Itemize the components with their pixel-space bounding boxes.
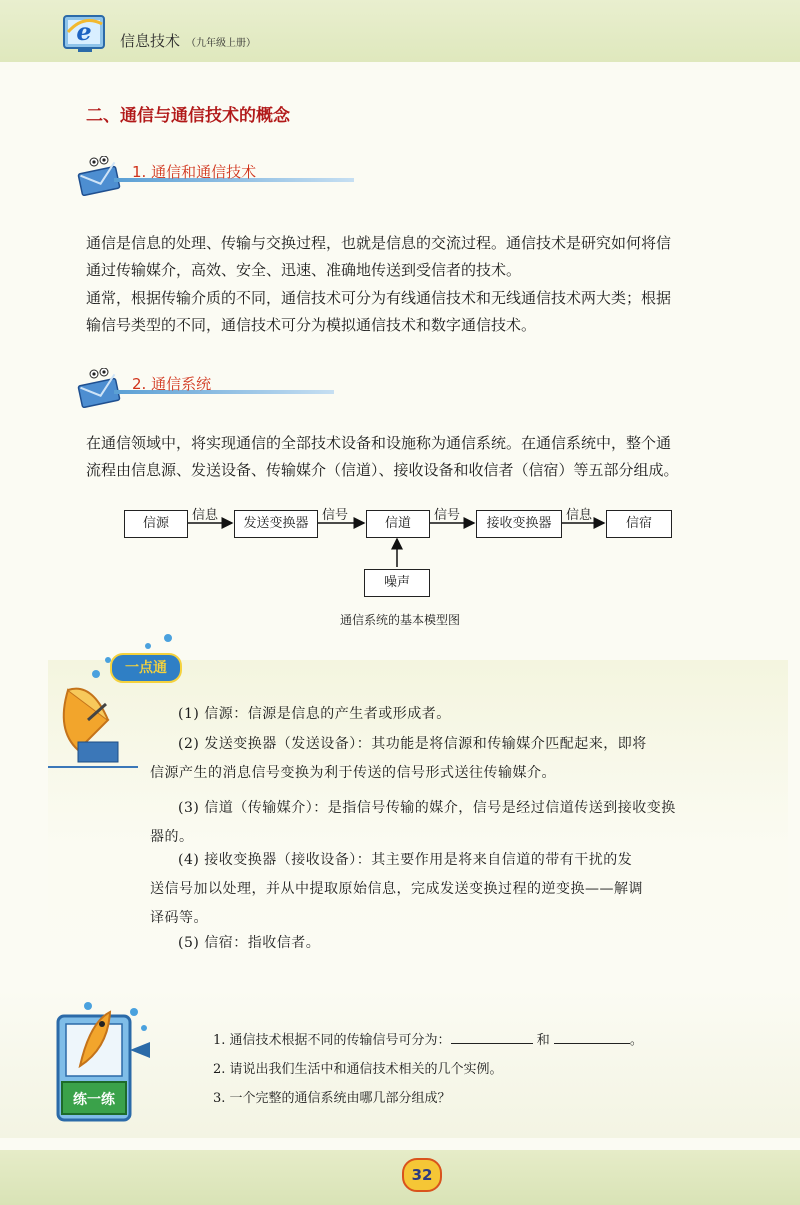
- ie-logo-icon: [62, 10, 110, 56]
- subsection-1-label: 1. 通信和通信技术: [132, 163, 257, 181]
- note-item-1: (1) 信源：信源是信息的产生者或形成者。: [178, 706, 451, 722]
- question-3: 3. 一个完整的通信系统由哪几部分组成？: [213, 1091, 451, 1106]
- note-item-4: (4) 接收变换器（接收设备）：其主要作用是将来自信道的带有干扰的发 送信号加以处理，并从中提取原始信息，完成发送变换过程的逆变换——解调 译码等。: [150, 852, 643, 926]
- arrow-label-info-2: 信息: [566, 508, 593, 523]
- envelope-mascot-icon: [74, 368, 130, 408]
- note-item-5: (5) 信宿：指收信者。: [178, 935, 321, 951]
- tip-badge: 一点通: [110, 653, 182, 683]
- page-header: [0, 0, 800, 62]
- box-transmitter: 发送变换器: [234, 510, 318, 538]
- note-item-2: (2) 发送变换器（发送设备）：其功能是将信源和传输媒介匹配起来，即将 信源产生的消息信号变换为利于传送的信号形式送往传输媒介。: [150, 736, 647, 781]
- exercise-badge: 练一练: [73, 1092, 115, 1108]
- paragraph-1: 通信是信息的处理、传输与交换过程，也就是信息的交流过程。通信技术是研究如何将信 通过传输媒介，高效、安全、迅速、准确地传送到受信者的技术。: [86, 234, 672, 279]
- subsection-2-label: 2. 通信系统: [132, 375, 212, 393]
- box-noise: 噪声: [364, 569, 430, 597]
- subsection-1-heading: [74, 156, 354, 196]
- question-2: 2. 请说出我们生活中和通信技术相关的几个实例。: [213, 1062, 503, 1077]
- note-item-3: (3) 信道（传输媒介）：是指信号传输的媒介，信号是经过信道传送到接收变换 器的。: [150, 800, 676, 845]
- page-footer: [0, 1150, 800, 1205]
- paragraph-2: 通常，根据传输介质的不同，通信技术可分为有线通信技术和无线通信技术两大类；根据 输信号类型的不同，通信技术可分为模拟通信技术和数字通信技术。: [86, 289, 672, 334]
- arrow-label-info-1: 信息: [192, 508, 219, 523]
- question-1: 1. 通信技术根据不同的传输信号可分为： 和 。: [213, 1029, 643, 1048]
- answer-blank-2[interactable]: [554, 1029, 630, 1044]
- box-source: 信源: [124, 510, 188, 538]
- envelope-mascot-icon: [74, 156, 130, 196]
- arrow-label-signal-1: 信号: [322, 508, 349, 523]
- svg-text:e: e: [76, 17, 92, 46]
- paragraph-3: 在通信领域中，将实现通信的全部技术设备和设施称为通信系统。在通信系统中，整个通 流程由信息源、发送设备、传输媒介（信道）、接收设备和收信者（信宿）等五部分组成。: [86, 434, 679, 479]
- arrow-label-signal-2: 信号: [434, 508, 461, 523]
- diagram-caption: 通信系统的基本模型图: [339, 613, 460, 627]
- book-title: 信息技术 （九年级上册）: [120, 32, 257, 50]
- box-receiver: 接收变换器: [476, 510, 562, 538]
- box-destination: 信宿: [606, 510, 672, 538]
- subsection-2-heading: [74, 368, 334, 408]
- answer-blank-1[interactable]: [451, 1029, 533, 1044]
- section-title: 二、通信与通信技术的概念: [86, 106, 290, 126]
- page-number: 32: [402, 1158, 442, 1192]
- book-subtitle: （九年级上册）: [186, 38, 257, 49]
- box-channel: 信道: [366, 510, 430, 538]
